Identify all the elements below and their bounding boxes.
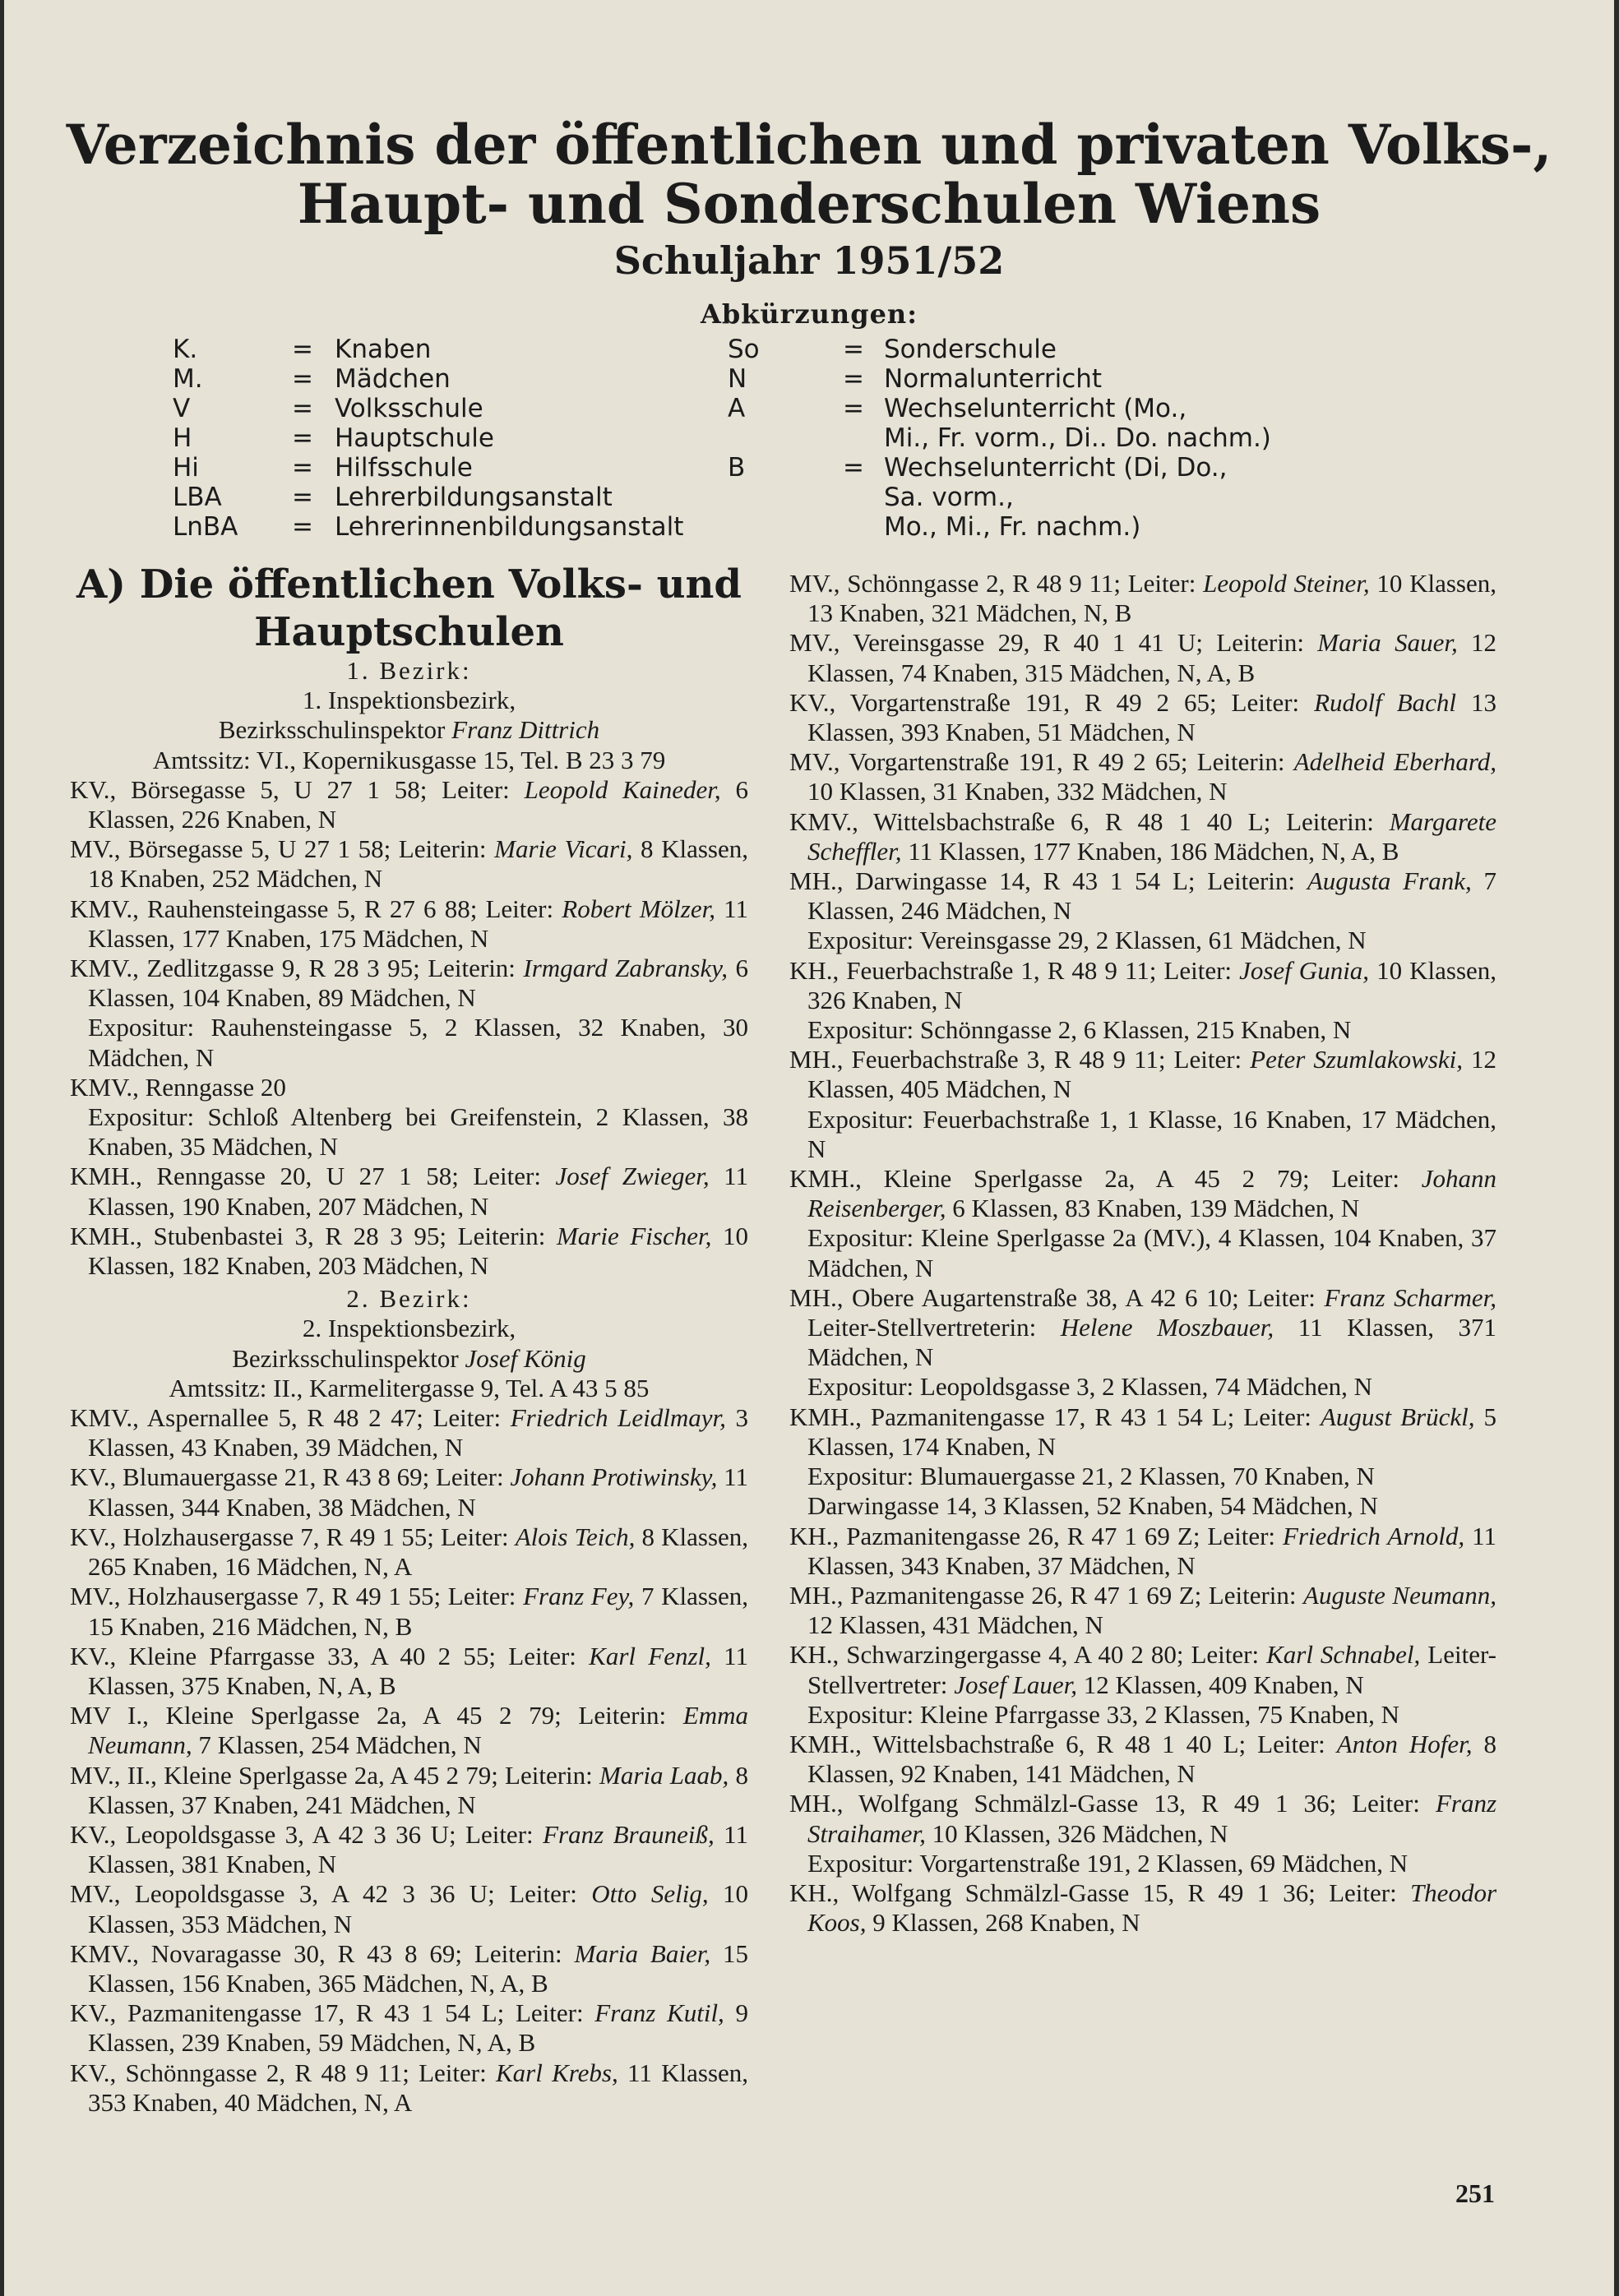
school-entry: KMV., Wittelsbachstraße 6, R 48 1 40 L; Leiterin: Margarete Scheffler, 11 Klassen, 177 Knaben, 186 Mädchen, N, A, B <box>789 806 1496 866</box>
school-entry: KV., Kleine Pfarrgasse 33, A 40 2 55; Leiter: Karl Fenzl, 11 Klassen, 375 Knaben, N, A, B <box>70 1641 748 1700</box>
school-entry: KMH., Wittelsbachstraße 6, R 48 1 40 L; Leiter: Anton Hofer, 8 Klassen, 92 Knaben, 141 Mädchen, N <box>789 1729 1497 1789</box>
inspector-line: Bezirksschulinspektor Franz Dittrich <box>218 715 600 745</box>
school-entry: KMV., Novaragasse 30, R 43 8 69; Leiterin: Maria Baier, 15 Klassen, 156 Knaben, 365 Mädchen, N, A, B <box>70 1938 749 1998</box>
inspector-line: Bezirksschulinspektor Josef König <box>232 1343 586 1373</box>
school-entry: KV., Pazmanitengasse 17, R 43 1 54 L; Leiter: Franz Kutil, 9 Klassen, 239 Knaben, 59 Mädchen, N, A, B <box>70 1998 748 2058</box>
school-year: Schuljahr 1951/52 <box>613 238 1005 283</box>
school-entry: KMV., Rauhensteingasse 5, R 27 6 88; Leiter: Robert Mölzer, 11 Klassen, 177 Knaben, 175 Mädchen, N <box>70 894 749 953</box>
school-entry: KH., Wolfgang Schmälzl-Gasse 15, R 49 1 36; Leiter: Theodor Koos, 9 Klassen, 268 Knaben, N <box>789 1878 1497 1938</box>
school-entry: MV., II., Kleine Sperlgasse 2a, A 45 2 79; Leiterin: Maria Laab, 8 Klassen, 37 Knaben, 241 Mädchen, N <box>70 1760 749 1819</box>
district-heading: 2. Bezirk: <box>346 1284 472 1314</box>
school-entry: MV., Vorgartenstraße 191, R 49 2 65; Leiterin: Adelheid Eberhard, 10 Klassen, 31 Knaben, 332 Mädchen, N <box>789 747 1497 806</box>
inspection-district: 2. Inspektionsbezirk, <box>302 1314 516 1343</box>
inspection-district: 1. Inspektionsbezirk, <box>302 686 516 715</box>
school-entry: MH., Wolfgang Schmälzl-Gasse 13, R 49 1 36; Leiter: Franz Straihamer, 10 Klassen, 326 Mädchen, N <box>789 1789 1497 1848</box>
expositur-entry: Expositur: Vereinsgasse 29, 2 Klassen, 61 Mädchen, N <box>807 926 1367 955</box>
amtssitz-line: Amtssitz: VI., Kopernikusgasse 15, Tel. B 23 3 79 <box>152 745 666 774</box>
school-entry: KH., Feuerbachstraße 1, R 48 9 11; Leiter: Josef Gunia, 10 Klassen, 326 Knaben, N <box>789 955 1497 1014</box>
school-entry: MV., Holzhausergasse 7, R 49 1 55; Leiter: Franz Fey, 7 Klassen, 15 Knaben, 216 Mädchen, N, B <box>70 1582 749 1641</box>
school-entry: MV., Vereinsgasse 29, R 40 1 41 U; Leiterin: Maria Sauer, 12 Klassen, 74 Knaben, 315 Mädchen, N, A, B <box>789 628 1497 687</box>
expositur-entry: Expositur: Blumauergasse 21, 2 Klassen, 70 Knaben, N <box>807 1462 1375 1491</box>
school-entry: KV., Schönngasse 2, R 48 9 11; Leiter: Karl Krebs, 11 Klassen, 353 Knaben, 40 Mädchen, N, A <box>70 2058 749 2117</box>
title-line-1: Verzeichnis der öffentlichen und privaten Volks-, <box>66 113 1552 177</box>
school-entry: KMH., Renngasse 20, U 27 1 58; Leiter: Josef Zwieger, 11 Klassen, 190 Knaben, 207 Mädchen, N <box>70 1162 749 1221</box>
school-entry: KMH., Pazmanitengasse 17, R 43 1 54 L; Leiter: August Brückl, 5 Klassen, 174 Knaben, N <box>789 1402 1497 1461</box>
school-entry: KMH., Stubenbastei 3, R 28 3 95; Leiterin: Marie Fischer, 10 Klassen, 182 Knaben, 203 Mädchen, N <box>70 1221 748 1281</box>
district-heading: 1. Bezirk: <box>346 656 472 685</box>
school-entry: MV., Börsegasse 5, U 27 1 58; Leiterin: Marie Vicari, 8 Klassen, 18 Knaben, 252 Mädchen, N <box>70 834 749 894</box>
school-entry: MH., Pazmanitengasse 26, R 47 1 69 Z; Leiterin: Auguste Neumann, 12 Klassen, 431 Mädchen, N <box>789 1580 1497 1640</box>
school-entry: KMV., Renngasse 20 <box>70 1072 286 1102</box>
expositur-entry: Expositur: Feuerbachstraße 1, 1 Klasse, 16 Knaben, 17 Mädchen, N <box>807 1104 1496 1163</box>
school-entry: MH., Darwingasse 14, R 43 1 54 L; Leiterin: Augusta Frank, 7 Klassen, 246 Mädchen, N <box>789 866 1496 926</box>
school-entry: MH., Obere Augartenstraße 38, A 42 6 10; Leiter: Franz Scharmer, Leiter-Stellvertreterin: Helene Moszbauer, 11 Klassen, 371 Mädchen, N <box>789 1282 1497 1372</box>
school-entry: KH., Pazmanitengasse 26, R 47 1 69 Z; Leiter: Friedrich Arnold, 11 Klassen, 343 Knaben, 37 Mädchen, N <box>789 1521 1497 1580</box>
expositur-entry: Expositur: Schloß Altenberg bei Greifenstein, 2 Klassen, 38 Knaben, 35 Mädchen, N <box>88 1102 748 1162</box>
abbreviations-heading: Abkürzungen: <box>700 298 918 330</box>
amtssitz-line: Amtssitz: II., Karmelitergasse 9, Tel. A 43 5 85 <box>169 1373 650 1402</box>
section-heading: A) Die öffentlichen Volks- und Hauptschulen <box>76 561 742 655</box>
school-entry: KV., Börsegasse 5, U 27 1 58; Leiter: Leopold Kaineder, 6 Klassen, 226 Knaben, N <box>70 774 748 834</box>
expositur-entry: Expositur: Rauhensteingasse 5, 2 Klassen, 32 Knaben, 30 Mädchen, N <box>88 1013 748 1072</box>
right-column <box>789 569 1496 1938</box>
page-number: 251 <box>1455 2178 1495 2208</box>
school-entry: KV., Blumauergasse 21, R 43 8 69; Leiter: Johann Protiwinsky, 11 Klassen, 344 Knaben, 38 Mädchen, N <box>70 1462 749 1522</box>
school-entry: MV., Schönngasse 2, R 48 9 11; Leiter: Leopold Steiner, 10 Klassen, 13 Knaben, 321 Mädchen, N, B <box>789 569 1496 628</box>
school-entry: KV., Vorgartenstraße 191, R 49 2 65; Leiter: Rudolf Bachl 13 Klassen, 393 Knaben, 51 Mädchen, N <box>789 687 1496 747</box>
school-entry: KV., Holzhausergasse 7, R 49 1 55; Leiter: Alois Teich, 8 Klassen, 265 Knaben, 16 Mädchen, N, A <box>70 1522 749 1582</box>
expositur-entry: Expositur: Leopoldsgasse 3, 2 Klassen, 74 Mädchen, N <box>807 1372 1373 1402</box>
school-entry: KMV., Aspernallee 5, R 48 2 47; Leiter: Friedrich Leidlmayr, 3 Klassen, 43 Knaben, 39 Mädchen, N <box>70 1403 749 1462</box>
expositur-entry: Darwingasse 14, 3 Klassen, 52 Knaben, 54 Mädchen, N <box>807 1491 1378 1521</box>
school-entry: KMH., Kleine Sperlgasse 2a, A 45 2 79; Leiter: Johann Reisenberger, 6 Klassen, 83 Knaben, 139 Mädchen, N <box>789 1164 1496 1223</box>
expositur-entry: Expositur: Kleine Pfarrgasse 33, 2 Klassen, 75 Knaben, N <box>807 1699 1400 1729</box>
school-entry: KMV., Zedlitzgasse 9, R 28 3 95; Leiterin: Irmgard Zabransky, 6 Klassen, 104 Knaben, 89 Mädchen, N <box>70 954 748 1013</box>
page-title <box>4 113 1614 236</box>
school-entry: MV., Leopoldsgasse 3, A 42 3 36 U; Leiter: Otto Selig, 10 Klassen, 353 Mädchen, N <box>70 1879 749 1938</box>
expositur-entry: Expositur: Kleine Sperlgasse 2a (MV.), 4 Klassen, 104 Knaben, 37 Mädchen, N <box>807 1223 1496 1282</box>
left-column <box>70 561 748 2118</box>
title-line-2: Haupt- und Sonderschulen Wiens <box>297 172 1321 236</box>
document-page: Verzeichnis der öffentlichen und privaten Volks-, Haupt- und Sonderschulen Wiens Schuljahr 1951/52 Abkürzungen: K. = Knaben M. = Mädchen V = Volksschule H = Hauptschule Hi = Hilfsschule LBA = Lehrerbildungsanstalt LnBA = Lehrerinnenbildungsanstalt So = Sonderschule N = Normalunterricht A = Wechselunterricht (Mo., Mi., Fr. vorm., Di.. Do. nachm.) B = Wechselunterricht (Di, Do., Sa. vorm., Mo., Mi., Fr. nachm.) A) Die öffentlichen Volks- und Hauptschulen 1. Bezirk: 1. Inspektionsbezirk, Bezirksschulinspektor Franz Dittrich Amtssitz: VI., Kopernikusgasse 15, Tel. B 23 3 79 KV., Börsegasse 5, U 27 1 58; Leiter: Leopold Kaineder, 6 Klassen, 226 Knaben, N MV., Börsegasse 5, U 27 1 58; Leiterin: Marie Vicari, 8 Klassen, 18 Knaben, 252 Mädchen, N KMV., Rauhensteingasse 5, R 27 6 88; Leiter: Robert Mölzer, 11 Klassen, 177 Knaben, 175 Mädchen, N KMV., Zedlitzgasse 9, R 28 3 95; Leiterin: Irmgard Zabransky, 6 Klassen, 104 Knaben, 89 Mädchen, N Expositur: Rauhensteingasse 5, 2 Klassen, 32 Knaben, 30 Mädchen, N KMV., Renngasse 20 Expositur: Schloß Altenberg bei Greifenstein, 2 Klassen, 38 Knaben, 35 Mädchen, N KMH., Renngasse 20, U 27 1 58; Leiter: Josef Zwieger, 11 Klassen, 190 Knaben, 207 Mädchen, N KMH., Stubenbastei 3, R 28 3 95; Leiterin: Marie Fischer, 10 Klassen, 182 Knaben, 203 Mädchen, N 2. Bezirk: 2. Inspektionsbezirk, Bezirksschulinspektor Josef König Amtssitz: II., Karmelitergasse 9, Tel. A 43 5 85 KMV., Aspernallee 5, R 48 2 47; Leiter: Friedrich Leidlmayr, 3 Klassen, 43 Knaben, 39 Mädchen, N KV., Blumauergasse 21, R 43 8 69; Leiter: Johann Protiwinsky, 11 Klassen, 344 Knaben, 38 Mädchen, N KV., Holzhausergasse 7, R 49 1 55; Leiter: Alois Teich, 8 Klassen, 265 Knaben, 16 Mädchen, N, A MV., Holzhausergasse 7, R 49 1 55; Leiter: Franz Fey, 7 Klassen, 15 Knaben, 216 Mädchen, N, B KV., Kleine Pfarrgasse 33, A 40 2 55; Leiter: Karl Fenzl, 11 Klassen, 375 Knaben, N, A, B MV I., Kleine Sperlgasse 2a, A 45 2 79; Leiterin: Emma Neumann, 7 Klassen, 254 Mädchen, N MV., II., Kleine Sperlgasse 2a, A 45 2 79; Leiterin: Maria Laab, 8 Klassen, 37 Knaben, 241 Mädchen, N KV., Leopoldsgasse 3, A 42 3 36 U; Leiter: Franz Brauneiß, 11 Klassen, 381 Knaben, N MV., Leopoldsgasse 3, A 42 3 36 U; Leiter: Otto Selig, 10 Klassen, 353 Mädchen, N KMV., Novaragasse 30, R 43 8 69; Leiterin: Maria Baier, 15 Klassen, 156 Knaben, 365 Mädchen, N, A, B KV., Pazmanitengasse 17, R 43 1 54 L; Leiter: Franz Kutil, 9 Klassen, 239 Knaben, 59 Mädchen, N, A, B KV., Schönngasse 2, R 48 9 11; Leiter: Karl Krebs, 11 Klassen, 353 Knaben, 40 Mädchen, N, A MV., Schönngasse 2, R 48 9 11; Leiter: Leopold Steiner, 10 Klassen, 13 Knaben, 321 Mädchen, N, B MV., Vereinsgasse 29, R 40 1 41 U; Leiterin: Maria Sauer, 12 Klassen, 74 Knaben, 315 Mädchen, N, A, B KV., Vorgartenstraße 191, R 49 2 65; Leiter: Rudolf Bachl 13 Klassen, 393 Knaben, 51 Mädchen, N MV., Vorgartenstraße 191, R 49 2 65; Leiterin: Adelheid Eberhard, 10 Klassen, 31 Knaben, 332 Mädchen, N KMV., Wittelsbachstraße 6, R 48 1 40 L; Leiterin: Margarete Scheffler, 11 Klassen, 177 Knaben, 186 Mädchen, N, A, B MH., Darwingasse 14, R 43 1 54 L; Leiterin: Augusta Frank, 7 Klassen, 246 Mädchen, N Expositur: Vereinsgasse 29, 2 Klassen, 61 Mädchen, N KH., Feuerbachstraße 1, R 48 9 11; Leiter: Josef Gunia, 10 Klassen, 326 Knaben, N Expositur: Schönngasse 2, 6 Klassen, 215 Knaben, N MH., Feuerbachstraße 3, R 48 9 11; Leiter: Peter Szumlakowski, 12 Klassen, 405 Mädchen, N Expositur: Feuerbachstraße 1, 1 Klasse, 16 Knaben, 17 Mädchen, N KMH., Kleine Sperlgasse 2a, A 45 2 79; Leiter: Johann Reisenberger, 6 Klassen, 83 Knaben, 139 Mädchen, N Expositur: Kleine Sperlgasse 2a (MV.), 4 Klassen, 104 Knaben, 37 Mädchen, N MH., Obere Augartenstraße 38, A 42 6 10; Leiter: Franz Scharmer, Leiter-Stellvertreterin: Helene Moszbauer, 11 Klassen, 371 Mädchen, N Expositur: Leopoldsgasse 3, 2 Klassen, 74 Mädchen, N KMH., Pazmanitengasse 17, R 43 1 54 L; Leiter: August Brückl, 5 Klassen, 174 Knaben, N Expositur: Blumauergasse 21, 2 Klassen, 70 Knaben, N Darwingasse 14, 3 Klassen, 52 Knaben, 54 Mädchen, N KH., Pazmanitengasse 26, R 47 1 69 Z; Leiter: Friedrich Arnold, 11 Klassen, 343 Knaben, 37 Mädchen, N MH., Pazmanitengasse 26, R 47 1 69 Z; Leiterin: Auguste Neumann, 12 Klassen, 431 Mädchen, N KH., Schwarzingergasse 4, A 40 2 80; Leiter: Karl Schnabel, Leiter-Stellvertreter: Josef Lauer, 12 Klassen, 409 Knaben, N Expositur: Kleine Pfarrgasse 33, 2 Klassen, 75 Knaben, N KMH., Wittelsbachstraße 6, R 48 1 40 L; Leiter: Anton Hofer, 8 Klassen, 92 Knaben, 141 Mädchen, N MH., Wolfgang Schmälzl-Gasse 13, R 49 1 36; Leiter: Franz Straihamer, 10 Klassen, 326 Mädchen, N Expositur: Vorgartenstraße 191, 2 Klassen, 69 Mädchen, N KH., Wolfgang Schmälzl-Gasse 15, R 49 1 36; Leiter: Theodor Koos, 9 Klassen, 268 Knaben, N 251 <box>4 0 1614 2296</box>
school-entry: MH., Feuerbachstraße 3, R 48 9 11; Leiter: Peter Szumlakowski, 12 Klassen, 405 Mädchen, N <box>789 1045 1497 1104</box>
school-entry: MV I., Kleine Sperlgasse 2a, A 45 2 79; Leiterin: Emma Neumann, 7 Klassen, 254 Mädchen, N <box>70 1701 748 1760</box>
expositur-entry: Expositur: Vorgartenstraße 191, 2 Klassen, 69 Mädchen, N <box>807 1848 1409 1878</box>
expositur-entry: Expositur: Schönngasse 2, 6 Klassen, 215 Knaben, N <box>807 1015 1352 1045</box>
school-entry: KV., Leopoldsgasse 3, A 42 3 36 U; Leiter: Franz Brauneiß, 11 Klassen, 381 Knaben, N <box>70 1819 748 1879</box>
school-entry: KH., Schwarzingergasse 4, A 40 2 80; Leiter: Karl Schnabel, Leiter-Stellvertreter: Josef Lauer, 12 Klassen, 409 Knaben, N <box>789 1640 1496 1699</box>
